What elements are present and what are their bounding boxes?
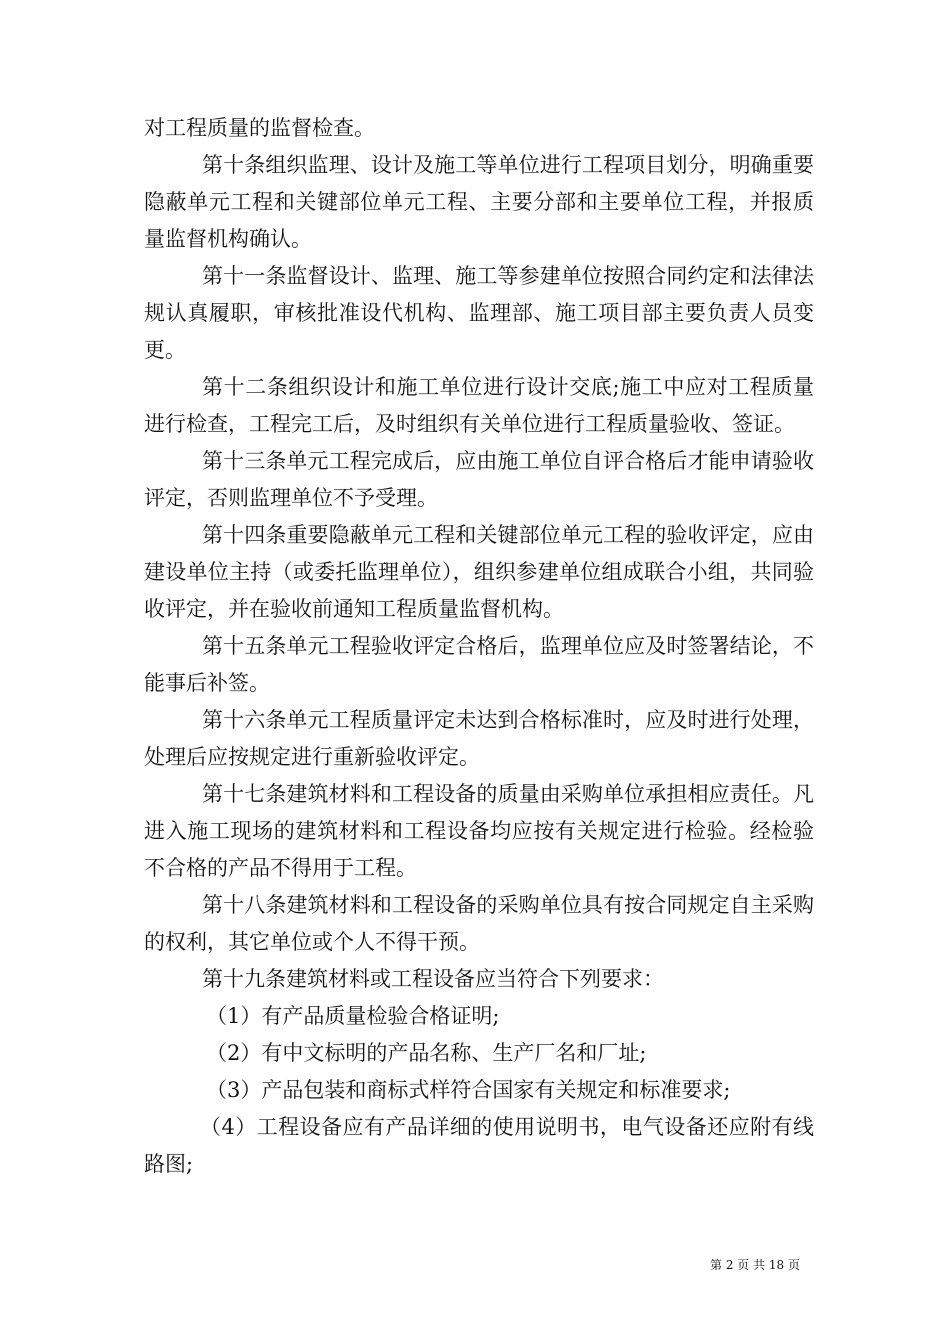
list-item: （3）产品包装和商标式样符合国家有关规定和标准要求; [206,1078,731,1102]
paragraph: 第十一条监督设计、监理、施工等参建单位按照合同约定和法律法规认真履职，审核批准设代机构、监理部、施工项目部主要负责人员变更。 [144,264,814,362]
list-item: （2）有中文标明的产品名称、生产厂名和厂址; [206,1041,647,1065]
paragraph: 第十五条单元工程验收评定合格后，监理单位应及时签署结论，不能事后补签。 [144,634,814,695]
page-footer [0,1256,950,1273]
page-number: 第 2 页 共 18 页 [710,1258,800,1272]
paragraph: 第十二条组织设计和施工单位进行设计交底;施工中应对工程质量进行检查，工程完工后，及时组织有关单位进行工程质量验收、签证。 [144,375,814,436]
paragraph: 第十八条建筑材料和工程设备的采购单位具有按合同规定自主采购的权利，其它单位或个人不得干预。 [144,893,814,954]
paragraph: 第十九条建筑材料或工程设备应当符合下列要求： [202,967,664,991]
paragraph: 第十三条单元工程完成后，应由施工单位自评合格后才能申请验收评定，否则监理单位不予受理。 [144,449,814,510]
paragraph: 第十六条单元工程质量评定未达到合格标准时，应及时进行处理，处理后应按规定进行重新验收评定。 [144,708,814,769]
list-item: （1）有产品质量检验合格证明; [206,1004,500,1028]
paragraph: 对工程质量的监督检查。 [144,116,375,140]
document-body [144,110,814,1183]
list-item: （4）工程设备应有产品详细的使用说明书，电气设备还应附有线路图; [144,1115,814,1176]
paragraph: 第十四条重要隐蔽单元工程和关键部位单元工程的验收评定，应由建设单位主持（或委托监理单位），组织参建单位组成联合小组，共同验收评定，并在验收前通知工程质量监督机构。 [144,523,814,621]
paragraph: 第十七条建筑材料和工程设备的质量由采购单位承担相应责任。凡进入施工现场的建筑材料和工程设备均应按有关规定进行检验。经检验不合格的产品不得用于工程。 [144,782,814,880]
paragraph: 第十条组织监理、设计及施工等单位进行工程项目划分，明确重要隐蔽单元工程和关键部位单元工程、主要分部和主要单位工程，并报质量监督机构确认。 [144,153,814,251]
